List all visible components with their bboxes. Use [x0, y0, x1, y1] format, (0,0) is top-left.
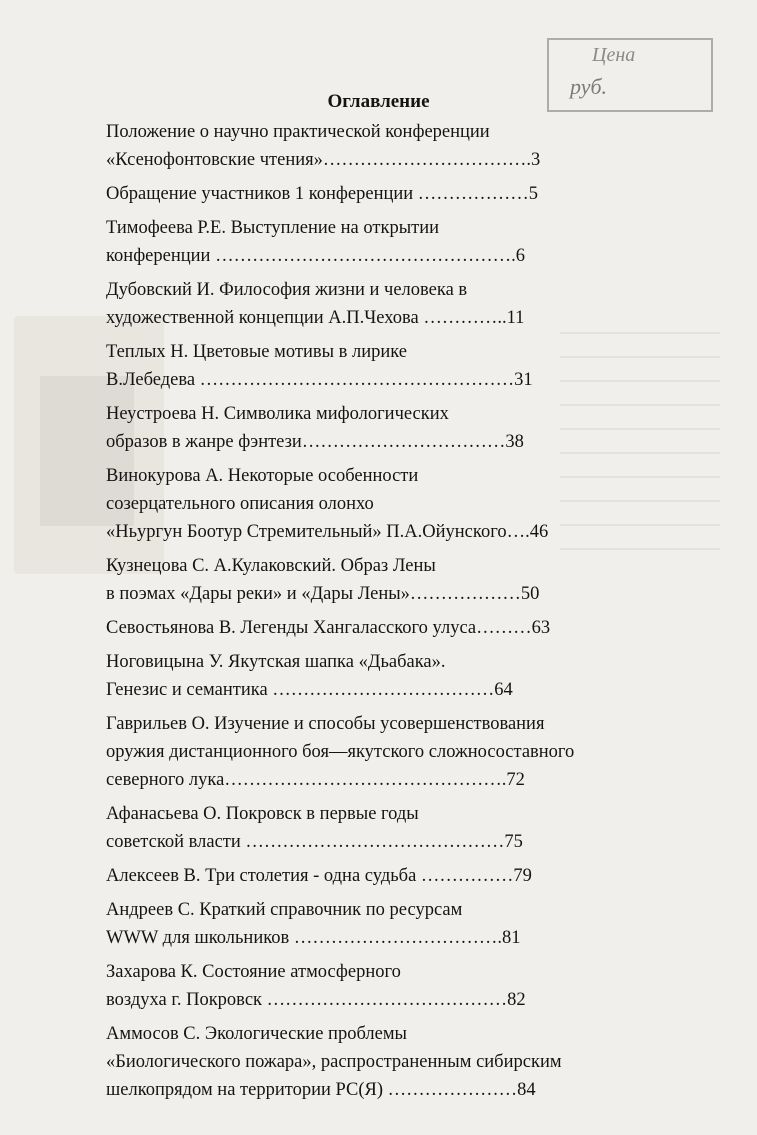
toc-entry-line: Положение о научно практической конференции [106, 122, 490, 142]
table-of-contents [106, 118, 636, 1104]
toc-entry-line: оружия дистанционного боя—якутского сложносоставного [106, 742, 575, 762]
toc-entry-line: художественной концепции А.П.Чехова …………..11 [106, 308, 525, 328]
toc-entry [106, 648, 636, 704]
toc-entry [106, 1020, 636, 1104]
toc-entry [106, 614, 636, 642]
toc-entry [106, 552, 636, 608]
toc-entry-line: Афанасьева О. Покровск в первые годы [106, 804, 419, 824]
page-title: Оглавление [327, 91, 430, 112]
toc-entry-line: Андреев С. Краткий справочник по ресурсам [106, 900, 463, 920]
toc-entry [106, 118, 636, 174]
toc-entry-line: Дубовский И. Философия жизни и человека в [106, 280, 468, 300]
toc-entry [106, 958, 636, 1014]
toc-entry-line: Генезис и семантика ………………………………64 [106, 680, 513, 700]
toc-entry-line: Теплых Н. Цветовые мотивы в лирике [106, 342, 408, 362]
toc-entry-line: «Ксенофонтовские чтения»…………………………….3 [106, 150, 541, 170]
price-stamp-currency: руб. [570, 74, 608, 99]
toc-entry [106, 896, 636, 952]
toc-entry [106, 862, 636, 890]
toc-entry [106, 462, 636, 546]
toc-entry-line: созерцательного описания олонхо [106, 494, 374, 514]
toc-entry-line: Севостьянова В. Легенды Хангаласского улуса………63 [106, 618, 551, 638]
toc-entry-line: Алексеев В. Три столетия - одна судьба ……………79 [106, 866, 532, 886]
toc-entry-line: Гаврильев О. Изучение и способы усовершенствования [106, 714, 545, 734]
toc-entry [106, 214, 636, 270]
toc-entry-line: WWW для школьников …………………………….81 [106, 928, 521, 948]
toc-entry [106, 800, 636, 856]
toc-entry-line: В.Лебедева ……………………………………………31 [106, 370, 533, 390]
toc-entry-line: Ноговицына У. Якутская шапка «Дьабака». [106, 652, 446, 672]
toc-entry-line: Обращение участников 1 конференции ………………5 [106, 184, 539, 204]
toc-entry-line: образов в жанре фэнтези……………………………38 [106, 432, 524, 452]
toc-entry [106, 400, 636, 456]
toc-entry-line: Захарова К. Состояние атмосферного [106, 962, 401, 982]
toc-entry-line: Аммосов С. Экологические проблемы [106, 1024, 407, 1044]
toc-entry-line: Неустроева Н. Символика мифологических [106, 404, 449, 424]
toc-entry-line: в поэмах «Дары реки» и «Дары Лены»………………50 [106, 584, 540, 604]
toc-entry [106, 710, 636, 794]
price-stamp-label: Цена [592, 44, 636, 66]
toc-entry-line: воздуха г. Покровск …………………………………82 [106, 990, 526, 1010]
toc-entry-line: конференции ………………………………………….6 [106, 246, 525, 266]
toc-entry-line: «Биологического пожара», распространенным сибирским [106, 1052, 562, 1072]
toc-entry-line: «Ньургун Боотур Стремительный» П.А.Ойунского….46 [106, 522, 549, 542]
toc-entry [106, 276, 636, 332]
toc-entry [106, 180, 636, 208]
toc-entry-line: шелкопрядом на территории РС(Я) …………………84 [106, 1080, 536, 1100]
toc-entry-line: северного лука……………………………………….72 [106, 770, 525, 790]
toc-entry-line: Винокурова А. Некоторые особенности [106, 466, 419, 486]
toc-entry [106, 338, 636, 394]
toc-entry-line: Тимофеева Р.Е. Выступление на открытии [106, 218, 440, 238]
toc-entry-line: советской власти ……………………………………75 [106, 832, 523, 852]
toc-entry-line: Кузнецова С. А.Кулаковский. Образ Лены [106, 556, 436, 576]
